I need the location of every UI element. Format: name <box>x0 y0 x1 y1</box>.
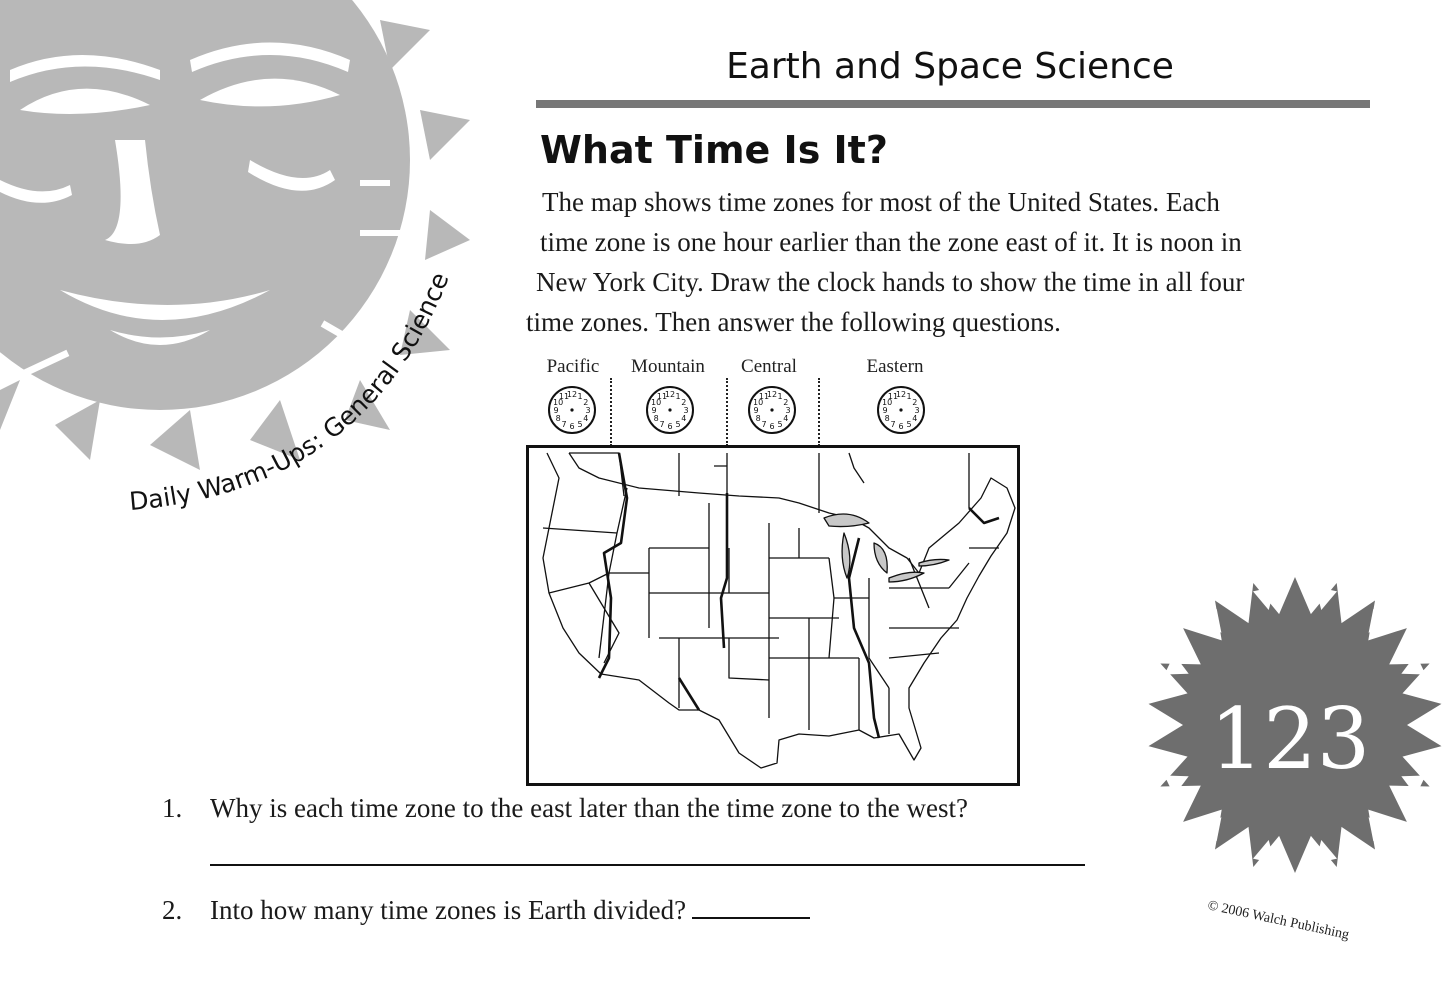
clock-center <box>770 408 773 411</box>
clock-numeral: 8 <box>653 414 659 423</box>
clock-center <box>570 408 573 411</box>
clock-numeral: 3 <box>683 406 689 415</box>
clock-numeral: 8 <box>555 414 561 423</box>
question-text: Into how many time zones is Earth divided? <box>210 895 687 925</box>
clock-numeral: 1 <box>675 392 681 402</box>
clock-numeral: 2 <box>783 398 789 407</box>
time-zone-map <box>526 445 1020 786</box>
question-number: 2. <box>162 895 183 925</box>
clock-center <box>668 408 671 411</box>
question-1 <box>162 793 968 824</box>
intro-paragraph <box>526 182 1346 342</box>
intro-line: New York City. Draw the clock hands to show the time in all four <box>536 267 1245 297</box>
zone-divider <box>818 378 820 446</box>
clock-numeral: 11 <box>758 392 770 402</box>
zone-divider <box>726 378 728 446</box>
clock-numeral: 5 <box>577 419 583 429</box>
clock-numeral: 5 <box>675 419 681 429</box>
clock-icon <box>645 385 695 435</box>
answer-line-1[interactable] <box>210 864 1085 866</box>
clock-icon <box>547 385 597 435</box>
zone-divider <box>610 378 612 446</box>
clock-central[interactable] <box>747 385 797 439</box>
zone-label-mountain: Mountain <box>631 356 705 377</box>
clock-numeral: 12 <box>664 390 676 399</box>
us-map-icon <box>529 448 1017 783</box>
zone-label-central: Central <box>741 356 797 377</box>
intro-line: time zone is one hour earlier than the zone east of it. It is noon in <box>540 227 1242 257</box>
page-title: What Time Is It? <box>540 128 888 172</box>
clock-numeral: 9 <box>882 406 888 415</box>
clock-numeral: 4 <box>583 414 589 423</box>
clock-icon <box>747 385 797 435</box>
clock-numeral: 4 <box>783 414 789 423</box>
clock-numeral: 1 <box>577 392 583 402</box>
clock-numeral: 11 <box>558 392 570 402</box>
clock-numeral: 7 <box>761 419 767 429</box>
clock-numeral: 11 <box>656 392 668 402</box>
section-title: Earth and Space Science <box>726 46 1174 87</box>
intro-line: The map shows time zones for most of the United States. Each <box>542 187 1220 217</box>
zone-label-pacific: Pacific <box>546 356 600 377</box>
clock-numeral: 4 <box>912 414 918 423</box>
answer-blank-2[interactable] <box>692 895 810 919</box>
clock-numeral: 10 <box>651 398 662 407</box>
question-number: 1. <box>162 793 183 823</box>
question-2 <box>162 895 810 926</box>
question-text: Why is each time zone to the east later than the time zone to the west? <box>210 793 968 823</box>
clock-numeral: 6 <box>667 422 673 431</box>
clock-mountain[interactable] <box>645 385 695 439</box>
clock-numeral: 5 <box>777 419 783 429</box>
clock-numeral: 7 <box>561 419 567 429</box>
zone-label-eastern: Eastern <box>866 356 924 377</box>
clock-numeral: 1 <box>906 392 912 402</box>
clock-numeral: 2 <box>681 398 687 407</box>
page-number: 123 <box>1209 690 1371 788</box>
clock-numeral: 12 <box>766 390 778 399</box>
clock-pacific[interactable] <box>547 385 597 439</box>
clock-numeral: 12 <box>566 390 578 399</box>
clock-numeral: 8 <box>884 414 890 423</box>
clock-numeral: 10 <box>753 398 764 407</box>
clock-numeral: 2 <box>583 398 589 407</box>
clock-icon <box>876 385 926 435</box>
clock-numeral: 8 <box>755 414 761 423</box>
clock-numeral: 7 <box>890 419 896 429</box>
clock-numeral: 2 <box>912 398 918 407</box>
clock-numeral: 3 <box>914 406 920 415</box>
clock-numeral: 6 <box>769 422 775 431</box>
svg-text:Daily Warm-Ups: General Scienc: Daily Warm-Ups: General Science <box>128 268 455 517</box>
copyright-notice <box>1205 895 1375 945</box>
header-rule <box>536 100 1370 108</box>
clock-eastern[interactable] <box>876 385 926 439</box>
clock-numeral: 3 <box>785 406 791 415</box>
clock-numeral: 6 <box>898 422 904 431</box>
clock-numeral: 9 <box>753 406 759 415</box>
clock-numeral: 7 <box>659 419 665 429</box>
clock-numeral: 9 <box>651 406 657 415</box>
clock-numeral: 1 <box>777 392 783 402</box>
intro-line: time zones. Then answer the following questions. <box>526 307 1061 337</box>
clock-numeral: 12 <box>895 390 907 399</box>
clock-numeral: 11 <box>887 392 899 402</box>
clock-numeral: 3 <box>585 406 591 415</box>
clock-numeral: 4 <box>681 414 687 423</box>
clock-center <box>899 408 902 411</box>
clock-numeral: 10 <box>882 398 893 407</box>
clock-numeral: 10 <box>553 398 564 407</box>
svg-text:© 2006 Walch Publishing: © 2006 Walch Publishing <box>1206 898 1351 943</box>
clock-numeral: 5 <box>906 419 912 429</box>
series-label <box>100 190 500 530</box>
clock-numeral: 9 <box>553 406 559 415</box>
clock-numeral: 6 <box>569 422 575 431</box>
